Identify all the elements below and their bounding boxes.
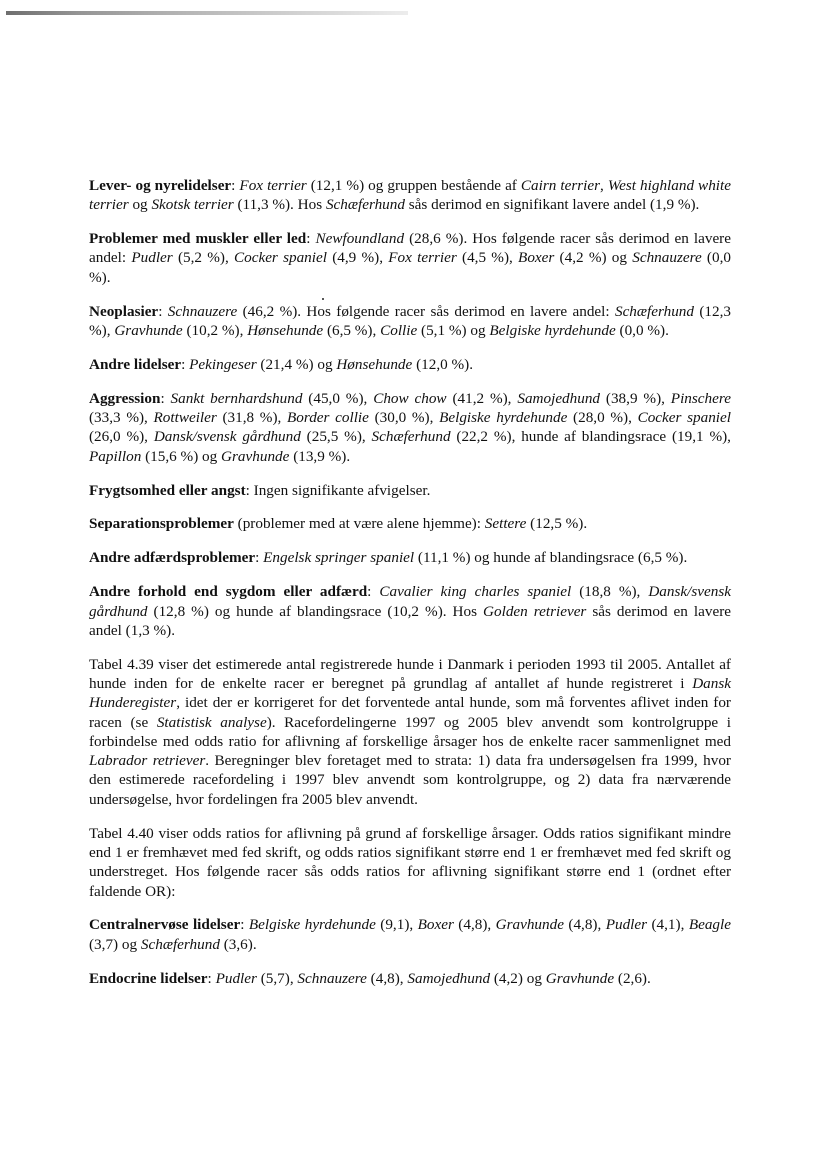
italic-term: Pekingeser [189, 355, 257, 373]
italic-term: Golden retriever [483, 602, 587, 620]
italic-term: Dansk Hunderegister [89, 674, 731, 712]
italic-term: Samojedhund [407, 969, 491, 987]
text-run: (3,7) og [89, 935, 141, 953]
italic-term: Gravhunde [114, 321, 183, 339]
text-run: ). Racefordelingerne 1997 og 2005 blev anvendt som kontrolgruppe i forbindelse med odds ratio for aflivning af forskellige årsager hos de enkelte racer sammenlignet med [89, 713, 731, 750]
text-run: og [128, 196, 152, 214]
text-run: (0,0 %). [615, 321, 669, 339]
italic-term: Pudler [605, 916, 648, 934]
italic-term: Collie [380, 321, 418, 339]
text-run: (5,7), [256, 969, 298, 987]
bold-heading: Andre lidelser [89, 355, 182, 373]
text-run: (12,5 %). [526, 515, 588, 533]
text-run: (11,3 %). Hos [233, 196, 326, 214]
text-run: (31,8 %), [216, 409, 287, 427]
text-run: (4,8), [366, 969, 408, 987]
italic-term: Pudler [131, 249, 173, 267]
italic-term: Dansk/svensk gårdhund [153, 428, 301, 446]
bold-heading: Andre forhold end sygdom eller adfærd [89, 583, 368, 601]
italic-term: Fox terrier [388, 249, 457, 267]
paragraph-muskler-led [89, 229, 731, 287]
italic-term: Boxer [518, 249, 555, 267]
italic-term: Papillon [89, 447, 142, 465]
text-run: sås derimod en signifikant lavere andel (1,9 %). [404, 196, 700, 214]
text-run: , idet der er korrigeret for det forventede antal hunde, som må forventes aflivet inden for racen (se [89, 694, 731, 731]
text-run: (10,2 %), [182, 321, 248, 339]
paragraph-tabel-4-39 [89, 655, 731, 809]
paragraph-endocrine [89, 969, 731, 988]
text-run: : Ingen signifikante afvigelser. [245, 481, 431, 499]
italic-term: Schæferhund [371, 428, 451, 446]
text-run: (21,4 %) og [256, 355, 337, 373]
paragraph-neoplasier [89, 302, 731, 341]
text-run: : [158, 302, 168, 320]
text-run: (41,2 %), [446, 389, 518, 407]
bold-heading: Endocrine lidelser [89, 969, 208, 987]
paragraph-tabel-4-40 [89, 824, 731, 901]
text-run: (11,1 %) og hunde af blandingsrace (6,5 %). [414, 549, 688, 567]
text-run: (4,8), [563, 916, 606, 934]
text-run: (46,2 %). Hos følgende racer sås derimod en lavere andel: [237, 302, 615, 320]
italic-term: Schnauzere [167, 302, 238, 320]
italic-term: Border collie [287, 409, 369, 427]
text-run: (38,9 %), [600, 389, 671, 407]
text-run: (3,6). [219, 935, 257, 953]
italic-term: Cavalier king charles spaniel [379, 583, 572, 601]
text-run: (18,8 %), [571, 583, 649, 601]
scan-edge-artifact [6, 11, 408, 15]
bold-heading: Problemer med muskler eller led [89, 230, 307, 248]
text-run: (2,6). [614, 969, 651, 987]
text-run: (12,0 %). [412, 355, 474, 373]
paragraph-lever-nyrelidelser [89, 176, 731, 215]
text-run: : [207, 969, 216, 987]
text-run: (45,0 %), [302, 389, 374, 407]
text-run: (28,6 %). Hos følgende racer sås derimod en lavere andel: [89, 230, 731, 267]
text-run: : [240, 916, 249, 934]
italic-term: Cocker spaniel [233, 249, 327, 267]
italic-term: Schæferhund [614, 302, 694, 320]
italic-term: Cairn terrier [520, 177, 601, 194]
italic-term: Pinschere [670, 389, 731, 407]
text-run: : [160, 389, 171, 407]
bold-heading: Centralnervøse lidelser [89, 916, 241, 934]
text-run: . Beregninger blev foretaget med to strata: 1) data fra undersøgelsen fra 1999, hvor den estimerede racefordeling i 1997 blev anvendt som kontrolgruppe, og 2) data fra nærværende undersøgelse, hvor fordelingen fra 2005 blev anvendt. [89, 752, 731, 808]
italic-term: Settere [484, 515, 527, 533]
text-run: (12,1 %) og gruppen bestående af [306, 177, 521, 194]
italic-term: Rottweiler [153, 409, 217, 427]
text-run: (4,5 %), [456, 249, 519, 267]
text-run: (26,0 %), [89, 428, 154, 446]
italic-term: Gravhunde [221, 447, 290, 465]
text-run: Tabel 4.40 viser odds ratios for aflivning på grund af forskellige årsager. Odds ratios signifikant mindre end 1 er fremhævet med fed skrift, og odds ratios signifikant større end 1 er fremhævet med fed skrift og understreget. Hos følgende racer sås odds ratios for aflivning signifikant større end 1 (ordnet efter faldende OR): [89, 824, 731, 900]
text-run: (33,3 %), [89, 409, 154, 427]
italic-term: Samojedhund [517, 389, 601, 407]
text-run: : [367, 583, 380, 601]
italic-term: Gravhunde [495, 916, 564, 934]
italic-term: Gravhunde [545, 969, 615, 987]
bold-heading: Neoplasier [89, 302, 159, 320]
text-run: (4,1), [647, 916, 689, 934]
text-run: (4,2) og [490, 969, 546, 987]
text-run: : [181, 355, 190, 373]
text-run: (22,2 %), hunde af blandingsrace (19,1 %), [450, 428, 731, 446]
text-run: (28,0 %), [567, 409, 638, 427]
text-run: , [600, 177, 608, 194]
text-run: Tabel 4.39 viser det estimerede antal registrerede hunde i Danmark i perioden 1993 til 2005. Antallet af hunde inden for de enkelte racer er beregnet på grundlag af antallet af hunde registreret i [89, 655, 731, 692]
text-run: (problemer med at være alene hjemme): [233, 515, 485, 533]
italic-term: Engelsk springer spaniel [263, 549, 415, 567]
bold-heading: Aggression [89, 389, 161, 407]
italic-term: Chow chow [373, 389, 447, 407]
text-run: (9,1), [375, 916, 418, 934]
paragraph-separationsproblemer [89, 514, 731, 533]
italic-term: Skotsk terrier [151, 196, 234, 214]
text-run: (15,6 %) og [141, 447, 222, 465]
italic-term: Belgiske hyrdehunde [489, 321, 616, 339]
italic-term: Boxer [417, 916, 454, 934]
italic-term: Schæferhund [140, 935, 220, 953]
italic-term: Belgiske hyrdehunde [248, 916, 376, 934]
italic-term: Cocker spaniel [637, 409, 731, 427]
italic-term: Fox terrier [239, 177, 307, 194]
italic-term: Newfoundland [315, 230, 405, 248]
text-run: sås derimod en lavere andel (1,3 %). [89, 602, 731, 639]
text-run: : [306, 230, 316, 248]
text-run: (5,1 %) og [417, 321, 490, 339]
italic-term: Sankt bernhardshund [170, 389, 303, 407]
italic-term: Schnauzere [632, 249, 702, 267]
italic-term: West highland white terrier [89, 177, 731, 214]
text-run: (4,9 %), [326, 249, 389, 267]
bold-heading: Frygtsomhed eller angst [89, 481, 246, 499]
italic-term: Hønsehunde [247, 321, 324, 339]
paragraph-andre-adfaerdsproblemer [89, 548, 731, 567]
bold-heading: Lever- og nyrelidelser [89, 177, 232, 194]
text-run: (12,3 %), [89, 302, 731, 339]
italic-term: Labrador retriever [89, 752, 206, 770]
italic-term: Dansk/svensk gårdhund [89, 583, 731, 620]
bold-heading: Separationsproblemer [89, 515, 234, 533]
text-run: (13,9 %). [289, 447, 351, 465]
italic-term: Beagle [688, 916, 731, 934]
italic-term: Statistisk analyse [156, 713, 267, 731]
paragraph-andre-lidelser [89, 355, 731, 374]
italic-term: Hønsehunde [336, 355, 413, 373]
italic-term: Schæferhund [325, 196, 405, 214]
text-run: (4,8), [453, 916, 496, 934]
paragraph-frygtsomhed [89, 481, 731, 500]
text-run: : [231, 177, 240, 194]
italic-term: Belgiske hyrdehunde [439, 409, 568, 427]
document-body [89, 176, 731, 1003]
bold-heading: Andre adfærdsproblemer [89, 549, 256, 567]
text-run: (25,5 %), [300, 428, 372, 446]
paragraph-aggression [89, 389, 731, 466]
text-run: (4,2 %) og [554, 249, 633, 267]
italic-term: Pudler [215, 969, 257, 987]
paragraph-centralnervoese [89, 915, 731, 954]
text-run: (0,0 %). [89, 249, 731, 286]
text-run: (5,2 %), [172, 249, 234, 267]
text-run: (30,0 %), [368, 409, 440, 427]
text-run: (6,5 %), [323, 321, 381, 339]
text-run: : [255, 549, 264, 567]
text-run: (12,8 %) og hunde af blandingsrace (10,2 %). Hos [147, 602, 484, 620]
paragraph-andre-forhold [89, 582, 731, 640]
italic-term: Schnauzere [297, 969, 367, 987]
